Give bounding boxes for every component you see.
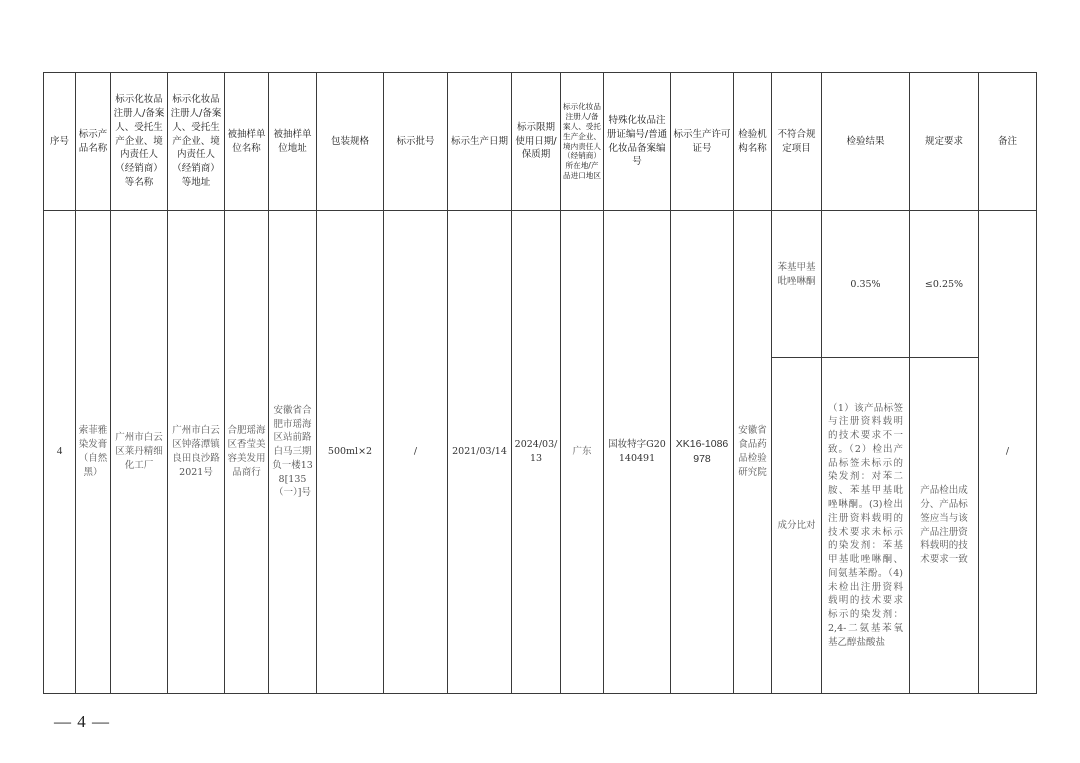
cell-item-1: 苯基甲基吡唑啉酮 [772, 211, 822, 358]
header-result: 检验结果 [822, 73, 910, 211]
header-sampled-unit-name: 被抽样单位名称 [225, 73, 269, 211]
table-row [44, 211, 1037, 358]
inspection-results-table [43, 72, 1037, 694]
report-sheet [43, 72, 1037, 694]
cell-production-date: 2021/03/14 [448, 211, 512, 694]
cell-remark: / [979, 211, 1037, 694]
cell-lab: 安徽省食品药品检验研究院 [734, 211, 772, 694]
cell-requirement-1: ≤0.25% [910, 211, 979, 358]
header-production-date: 标示生产日期 [448, 73, 512, 211]
cell-batch-no: / [384, 211, 448, 694]
cell-item-2: 成分比对 [772, 358, 822, 694]
cell-license-no: 国妆特字G20140491 [604, 211, 671, 694]
header-origin: 标示化妆品注册人/备案人、受托生产企业、境内责任人（经销商）所在地/产品进口地区 [561, 73, 604, 211]
header-registrant-name: 标示化妆品注册人/备案人、受托生产企业、境内责任人（经销商）等名称 [111, 73, 168, 211]
header-license-no: 特殊化妆品注册证编号/普通化妆品备案编号 [604, 73, 671, 211]
page-number: — 4 — [54, 712, 110, 731]
header-lab: 检验机构名称 [734, 73, 772, 211]
header-package-spec: 包装规格 [317, 73, 384, 211]
cell-expiry: 2024/03/13 [512, 211, 561, 694]
header-remark: 备注 [979, 73, 1037, 211]
header-requirement: 规定要求 [910, 73, 979, 211]
cell-production-license: XK16-1086978 [671, 211, 734, 694]
cell-package-spec: 500ml×2 [317, 211, 384, 694]
header-sampled-unit-address: 被抽样单位地址 [269, 73, 317, 211]
header-nonconforming-item: 不符合规定项目 [772, 73, 822, 211]
cell-result-2: （1）该产品标签与注册资料载明的技术要求不一致。（2）检出产品标签未标示的染发剂：对苯二胺、苯基甲基吡唑啉酮。(3)检出注册资料载明的技术要求未标示的染发剂：苯基甲基吡唑啉酮、间氨基苯酚。（4)未检出注册资料载明的技术要求标示的染发剂：2,4-二氨基苯氧基乙醇盐酸盐 [822, 358, 910, 694]
cell-result-1: 0.35% [822, 211, 910, 358]
cell-sampled-unit-name: 合肥瑶海区香莹美容美发用品商行 [225, 211, 269, 694]
cell-product-name: 索菲雅染发膏（自然黑） [76, 211, 111, 694]
cell-sampled-unit-address: 安徽省合肥市瑶海区站前路白马三期负一楼138[135（一）]号 [269, 211, 317, 694]
header-expiry: 标示限期使用日期/保质期 [512, 73, 561, 211]
cell-requirement-2: 产品检出成分、产品标签应当与该产品注册资料载明的技术要求一致 [910, 358, 979, 694]
cell-origin: 广东 [561, 211, 604, 694]
header-row [44, 73, 1037, 211]
cell-registrant-name: 广州市白云区莱丹精细化工厂 [111, 211, 168, 694]
cell-registrant-address: 广州市白云区钟落潭镇良田良沙路2021号 [168, 211, 225, 694]
header-registrant-address: 标示化妆品注册人/备案人、受托生产企业、境内责任人（经销商）等地址 [168, 73, 225, 211]
header-batch-no: 标示批号 [384, 73, 448, 211]
cell-seq: 4 [44, 211, 76, 694]
header-product-name: 标示产品名称 [76, 73, 111, 211]
header-production-license: 标示生产许可证号 [671, 73, 734, 211]
header-seq: 序号 [44, 73, 76, 211]
